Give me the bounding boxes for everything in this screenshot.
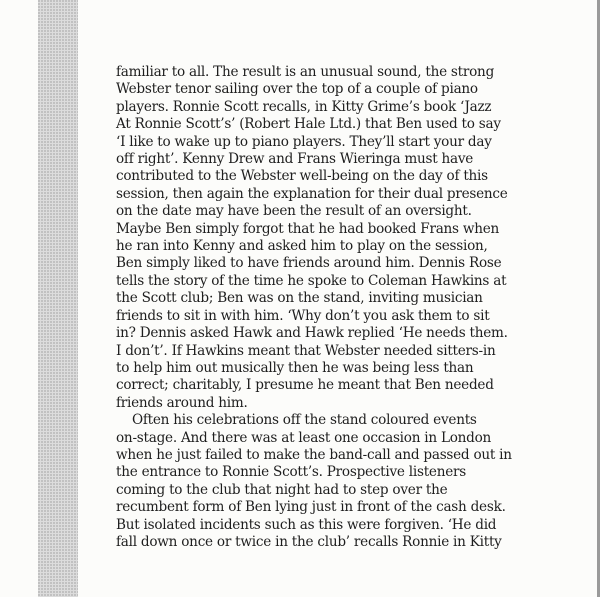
text-line: I don’t’. If Hawkins meant that Webster needed sitters-in [116,342,496,359]
paragraph-1 [116,64,556,412]
text-line: correct; charitably, I presume he meant that Ben needed [116,377,494,394]
text-line: to help him out musically then he was being less than [116,359,474,376]
text-line: friends to sit in with him. ‘Why don’t you ask them to sit [116,307,490,324]
text-line: recumbent form of Ben lying just in front of the cash desk. [116,499,506,516]
text-line: he ran into Kenny and asked him to play on the session, [116,238,488,255]
body-text [116,64,556,551]
text-line: fall down once or twice in the club’ recalls Ronnie in Kitty [116,533,502,550]
text-line: tells the story of the time he spoke to Coleman Hawkins at [116,272,507,289]
text-line: on-stage. And there was at least one occasion in London [116,429,492,446]
text-line: coming to the club that night had to step over the [116,481,448,498]
text-line: off right’. Kenny Drew and Frans Wieringa must have [116,151,474,168]
text-line: friends around him. [116,394,248,411]
text-line: Maybe Ben simply forgot that he had booked Frans when [116,220,500,237]
text-line: when he just failed to make the band-call and passed out in [116,446,512,463]
halftone-side-strip [38,0,78,597]
text-line: the entrance to Ronnie Scott’s. Prospective listeners [116,464,466,481]
text-line: the Scott club; Ben was on the stand, inviting musician [116,290,483,307]
text-line: ‘I like to wake up to piano players. They’ll start your day [116,133,492,150]
text-line: familiar to all. The result is an unusual sound, the strong [116,64,495,80]
text-line: Webster tenor sailing over the top of a couple of piano [116,81,478,98]
text-line: in? Dennis asked Hawk and Hawk replied ‘He needs them. [116,325,508,342]
text-line: At Ronnie Scott’s’ (Robert Hale Ltd.) that Ben used to say [116,116,501,133]
text-line: players. Ronnie Scott recalls, in Kitty Grime’s book ‘Jazz [116,98,492,115]
text-line: contributed to the Webster well-being on the day of this [116,168,488,185]
text-line: But isolated incidents such as this were forgiven. ‘He did [116,516,497,533]
paragraph-2 [116,412,556,551]
text-line: Ben simply liked to have friends around him. Dennis Rose [116,255,502,272]
text-line: on the date may have been the result of an oversight. [116,203,472,220]
text-line: Often his celebrations off the stand coloured events [132,412,477,429]
text-line: session, then again the explanation for their dual presence [116,185,508,202]
